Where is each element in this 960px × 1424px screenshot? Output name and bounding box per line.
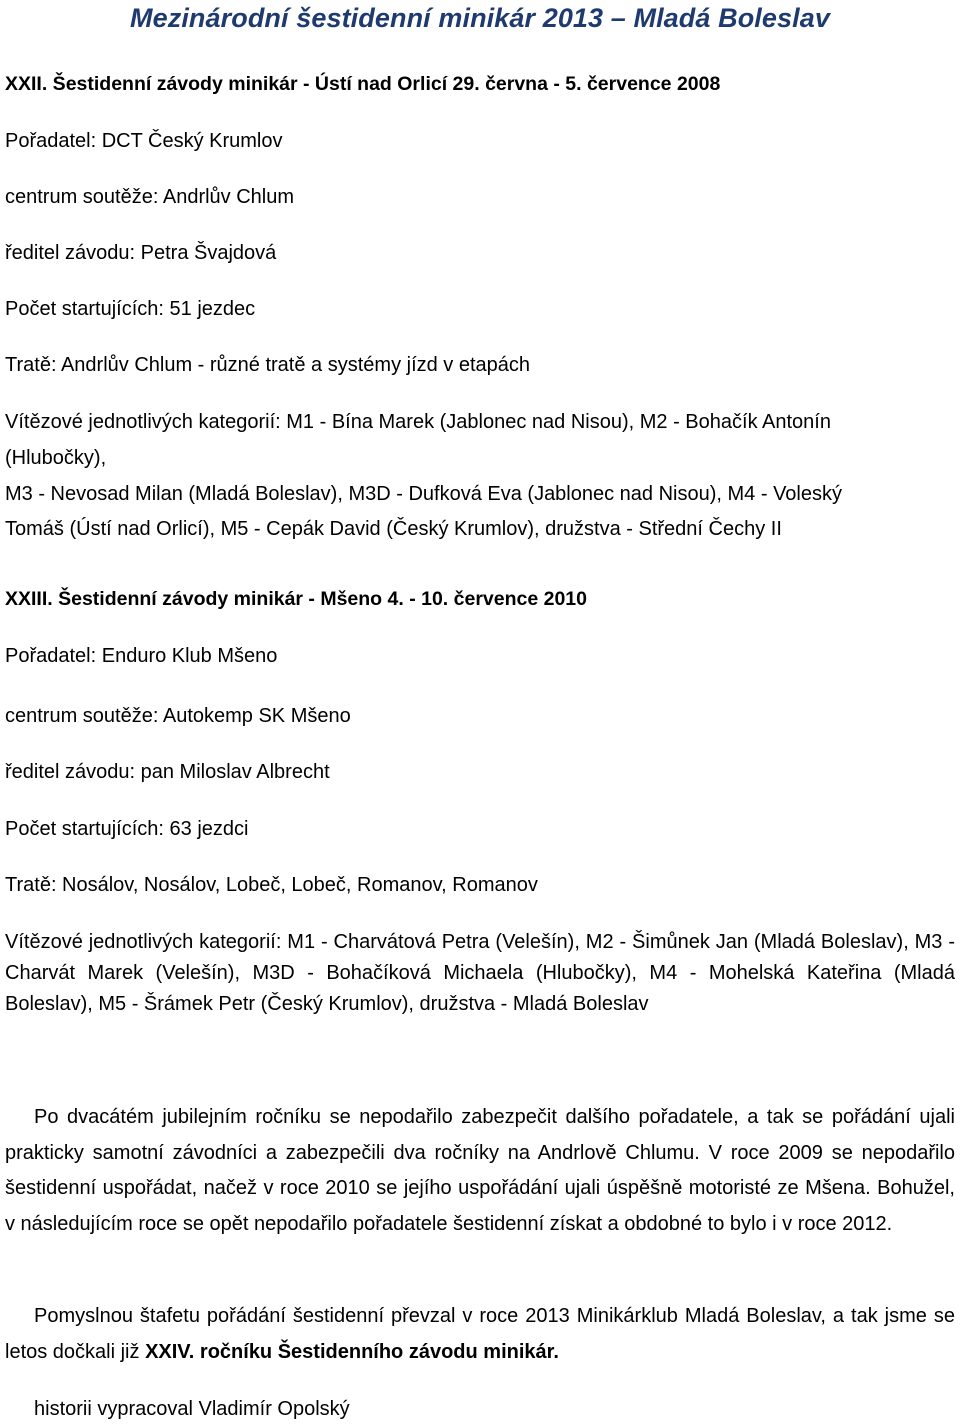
section-2008-organizer: Pořadatel: DCT Český Krumlov xyxy=(5,130,283,152)
paragraph-2013 xyxy=(5,1298,955,1370)
section-2008-heading: XXII. Šestidenní závody minikár - Ústí nad Orlicí 29. června - 5. července 2008 xyxy=(5,73,721,95)
section-2008-winners-line-3: M3 - Nevosad Milan (Mladá Boleslav), M3D - Dufková Eva (Jablonec nad Nisou), M4 - Voleský xyxy=(5,483,842,505)
section-2008-starters: Počet startujících: 51 jezdec xyxy=(5,298,256,320)
section-2008-winners-line-1: Vítězové jednotlivých kategorií: M1 - Bína Marek (Jablonec nad Nisou), M2 - Bohačík Antonín xyxy=(5,411,831,433)
section-2010-organizer: Pořadatel: Enduro Klub Mšeno xyxy=(5,645,278,667)
section-2008-winners-line-2: (Hlubočky), xyxy=(5,447,107,469)
section-2008-center: centrum soutěže: Andrlův Chlum xyxy=(5,186,295,208)
document-title: Mezinárodní šestidenní minikár 2013 – Mladá Boleslav xyxy=(130,3,830,33)
section-2010-director: ředitel závodu: pan Miloslav Albrecht xyxy=(5,761,330,783)
section-2010-winners: Vítězové jednotlivých kategorií: M1 - Charvátová Petra (Velešín), M2 - Šimůnek Jan (Mladá Boleslav), M3 - Charvát Marek (Velešín), M3D - Bohačíková Michaela (Hlubočky), M4 - Mohelská Kateřina (Mladá Boleslav), M5 - Šrámek Petr (Český Krumlov), družstva - Mladá Boleslav xyxy=(5,931,955,1015)
section-2010-tracks: Tratě: Nosálov, Nosálov, Lobeč, Lobeč, Romanov, Romanov xyxy=(5,874,538,896)
author-note: historii vypracoval Vladimír Opolský xyxy=(34,1398,350,1420)
paragraph-2013-bold: XXIV. ročníku Šestidenního závodu minikár. xyxy=(145,1341,559,1363)
section-2008-winners-line-4: Tomáš (Ústí nad Orlicí), M5 - Cepák David (Český Krumlov), družstva - Střední Čechy II xyxy=(5,518,782,540)
history-paragraph: Po dvacátém jubilejním ročníku se nepodařilo zabezpečit dalšího pořadatele, a tak se pořádání ujali prakticky samotní závodníci a zabezpečili dva ročníky na Andrlově Chlumu. V roce 2009 se nepodařilo šestidenní uspořádat, načež v roce 2010 se jejího uspořádání ujali úspěšně motoristé ze Mšena. Bohužel, v následujícím roce se opět nepodařilo pořadatele šestidenní získat a obdobné to bylo i v roce 2012. xyxy=(5,1106,955,1235)
section-2008-tracks: Tratě: Andrlův Chlum - různé tratě a systémy jízd v etapách xyxy=(5,354,531,376)
section-2010-starters: Počet startujících: 63 jezdci xyxy=(5,818,249,840)
section-2010-heading: XXIII. Šestidenní závody minikár - Mšeno 4. - 10. července 2010 xyxy=(5,588,588,610)
section-2010-center: centrum soutěže: Autokemp SK Mšeno xyxy=(5,705,351,727)
section-2008-director: ředitel závodu: Petra Švajdová xyxy=(5,242,277,264)
paragraph-2013-text: Pomyslnou štafetu pořádání šestidenní převzal v roce 2013 Minikárklub Mladá Boleslav, a tak jsme se letos dočkali již xyxy=(5,1305,955,1363)
